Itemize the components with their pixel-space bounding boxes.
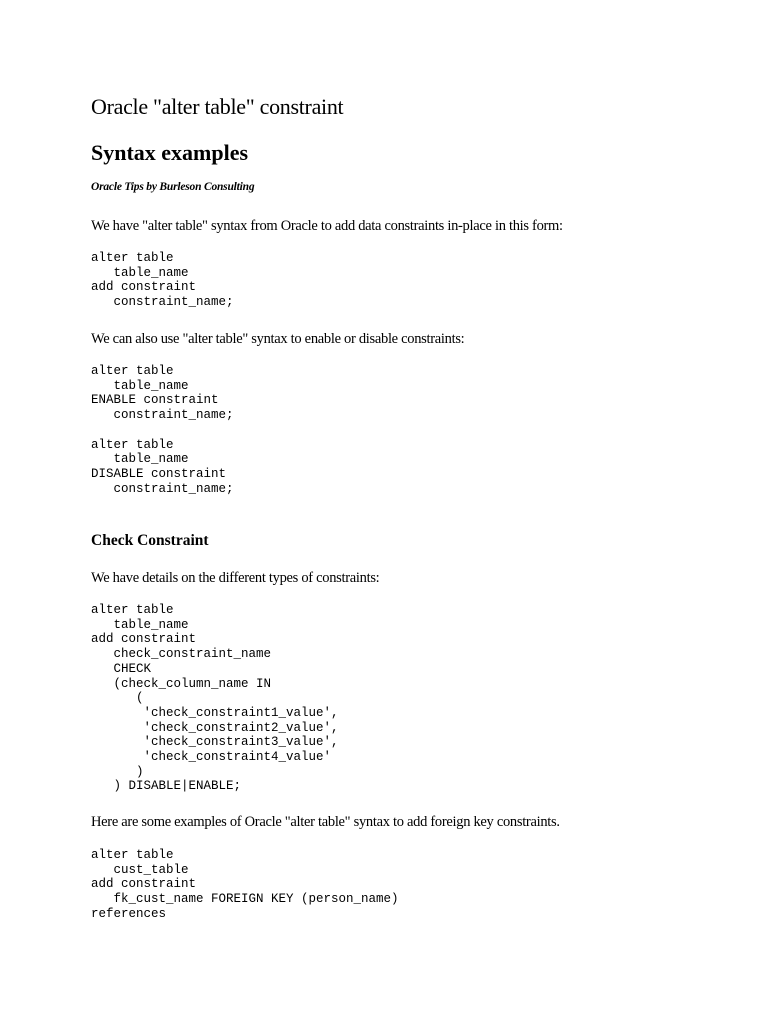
check-constraint-heading: Check Constraint bbox=[91, 532, 209, 549]
check-paragraph: We have details on the different types of constraints: bbox=[91, 570, 380, 586]
code-block-enable-disable: alter table table_name ENABLE constraint constraint_name; alter table table_name DISABLE constraint constraint_name; bbox=[91, 364, 234, 496]
code-block-check-constraint: alter table table_name add constraint check_constraint_name CHECK (check_column_name IN ( 'check_constraint1_value', 'check_constraint2_value', 'check_constraint3_value', 'check_constraint4_value' ) ) DISABLE|ENABLE; bbox=[91, 603, 339, 794]
intro-paragraph: We have "alter table" syntax from Oracle to add data constraints in-place in this form: bbox=[91, 218, 563, 234]
enable-disable-paragraph: We can also use "alter table" syntax to enable or disable constraints: bbox=[91, 331, 465, 347]
code-block-add-constraint: alter table table_name add constraint constraint_name; bbox=[91, 251, 234, 310]
page-title: Oracle "alter table" constraint bbox=[91, 94, 344, 119]
code-block-foreign-key: alter table cust_table add constraint fk_cust_name FOREIGN KEY (person_name) references bbox=[91, 848, 399, 921]
foreign-key-paragraph: Here are some examples of Oracle "alter table" syntax to add foreign key constraints. bbox=[91, 814, 560, 830]
page-subtitle: Syntax examples bbox=[91, 140, 249, 165]
byline: Oracle Tips by Burleson Consulting bbox=[91, 181, 255, 193]
